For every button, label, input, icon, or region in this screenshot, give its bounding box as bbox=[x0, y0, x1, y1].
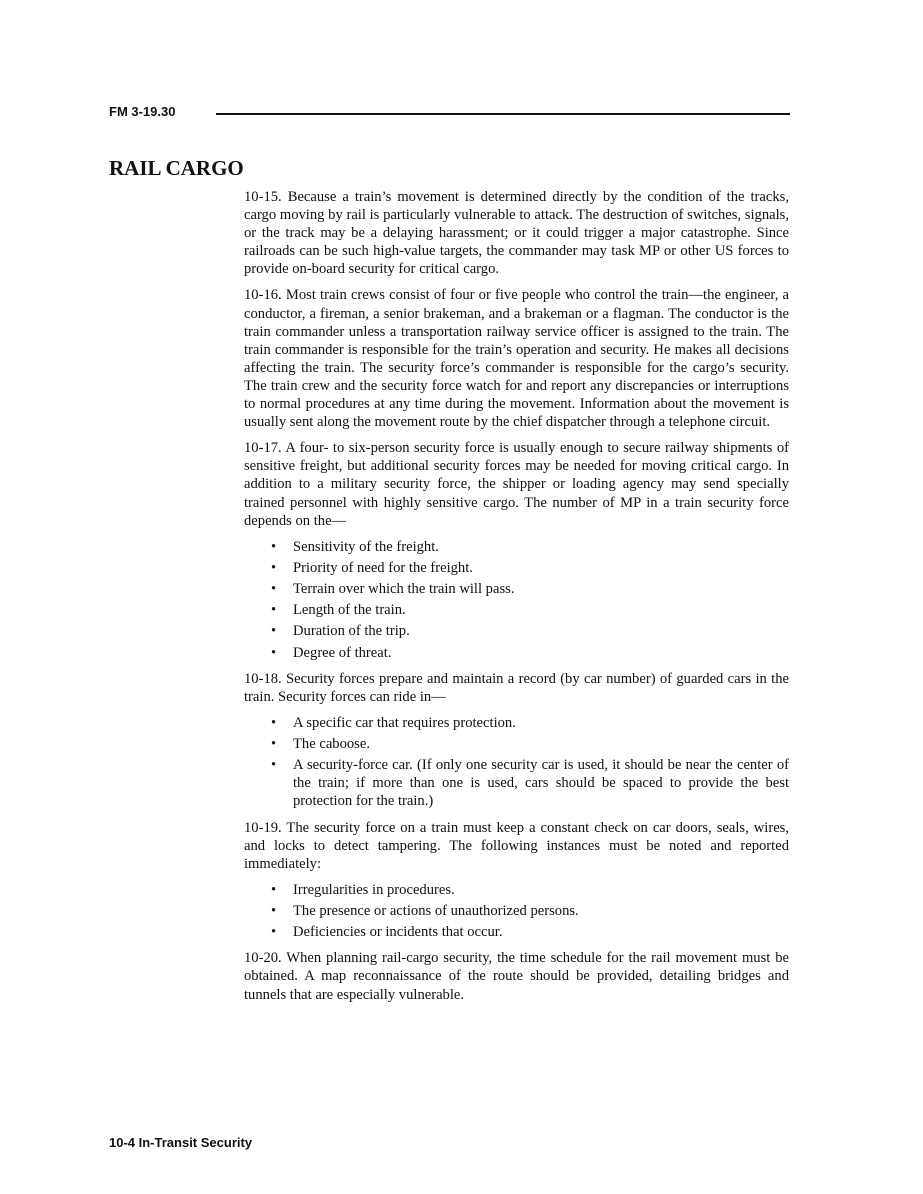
list-item: • Duration of the trip. bbox=[271, 623, 410, 640]
bullet: • bbox=[271, 736, 277, 753]
list-item: • Sensitivity of the freight. bbox=[271, 538, 439, 555]
manual-id: FM 3-19.30 bbox=[109, 104, 176, 119]
report-instances-list bbox=[244, 881, 789, 941]
bullet: • bbox=[271, 714, 277, 731]
list-item: • Priority of need for the freight. bbox=[271, 559, 473, 576]
bullet: • bbox=[271, 924, 277, 941]
paragraph-10-17: 10-17. A four- to six-person security force is usually enough to secure railway shipments of sensitive freight, but additional security forces may be needed for moving critical cargo. In addition to a military security force, the shipper or loading agency may send specially trained personnel with highly sensitive cargo. The number of MP in a train security force depends on the— bbox=[244, 440, 789, 529]
list-item: • Irregularities in procedures. bbox=[271, 881, 455, 898]
paragraph-10-18: 10-18. Security forces prepare and maintain a record (by car number) of guarded cars in the train. Security forces can ride in— bbox=[244, 670, 789, 705]
bullet: • bbox=[271, 538, 277, 555]
list-item: • Length of the train. bbox=[271, 602, 406, 619]
paragraph-10-20: 10-20. When planning rail-cargo security, the time schedule for the rail movement must be obtained. A map reconnaissance of the route should be provided, detailing bridges and tunnels that are especially vulnerable. bbox=[244, 950, 789, 1003]
bullet: • bbox=[271, 559, 277, 576]
paragraph-10-19: 10-19. The security force on a train must keep a constant check on car doors, seals, wires, and locks to detect tampering. The following instances must be noted and reported immediately: bbox=[244, 819, 789, 872]
list-item: • A security-force car. (If only one security car is used, it should be near the center of the train; if more than one is used, cars should be spaced to provide the best protection for the train.) bbox=[271, 757, 789, 810]
bullet: • bbox=[271, 602, 277, 619]
bullet: • bbox=[271, 644, 277, 661]
body-column bbox=[244, 188, 789, 1012]
bullet: • bbox=[271, 903, 277, 920]
bullet: • bbox=[271, 623, 277, 640]
header-rule bbox=[216, 113, 790, 115]
list-item: • Degree of threat. bbox=[271, 644, 392, 661]
list-item: • Terrain over which the train will pass. bbox=[271, 581, 515, 598]
paragraph-10-16: 10-16. Most train crews consist of four or five people who control the train—the engineer, a conductor, a fireman, a senior brakeman, and a brakeman or a flagman. The conductor is the train commander unless a transportation railway service officer is assigned to the train. The train commander is responsible for the train’s operation and security. He makes all decisions affecting the train. The security force’s commander is responsible for the cargo’s security. The train crew and the security force watch for and report any discrepancies or interruptions to normal procedures at any time during the movement. Information about the movement is usually sent along the movement route by the chief dispatcher through a telephone circuit. bbox=[244, 287, 789, 431]
list-item: • The presence or actions of unauthorized persons. bbox=[271, 903, 579, 920]
bullet: • bbox=[271, 581, 277, 598]
section-title: RAIL CARGO bbox=[109, 156, 244, 180]
bullet: • bbox=[271, 881, 277, 898]
list-item: • Deficiencies or incidents that occur. bbox=[271, 924, 503, 941]
mp-factors-list bbox=[244, 538, 789, 662]
page-footer: 10-4 In-Transit Security bbox=[109, 1135, 253, 1150]
list-item: • The caboose. bbox=[271, 736, 370, 753]
ride-locations-list bbox=[244, 714, 789, 811]
list-item: • A specific car that requires protection. bbox=[271, 714, 516, 731]
paragraph-10-15: 10-15. Because a train’s movement is determined directly by the condition of the tracks, cargo moving by rail is particularly vulnerable to attack. The destruction of switches, signals, or the track may be a delaying harassment; or it could trigger a major catastrophe. Since railroads can be such high-value targets, the commander may task MP or other US forces to provide on-board security for critical cargo. bbox=[244, 189, 789, 278]
bullet: • bbox=[271, 757, 277, 774]
